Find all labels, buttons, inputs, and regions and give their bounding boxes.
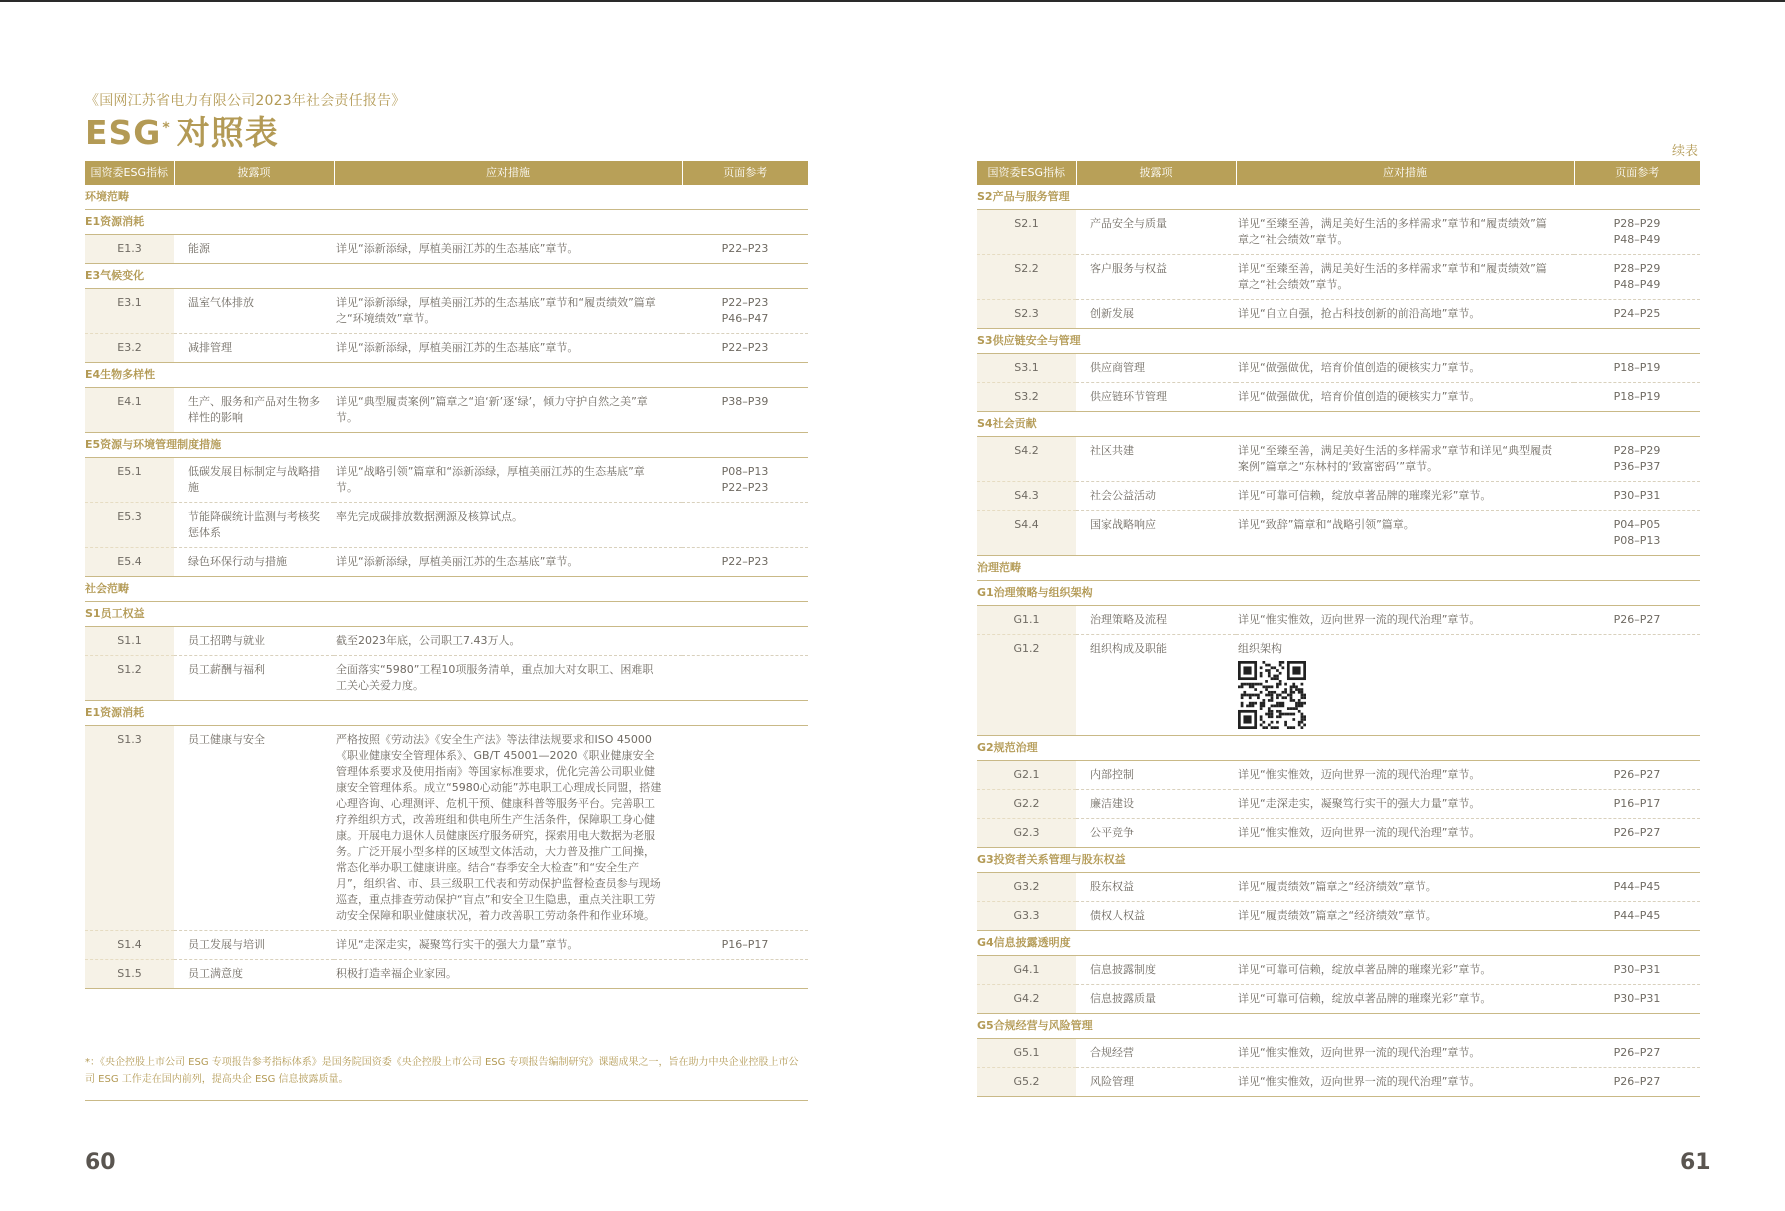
table-row <box>977 437 1700 482</box>
page-ref-cell <box>1574 255 1700 300</box>
page-ref-cell <box>1574 635 1700 736</box>
page-ref-cell <box>682 548 808 577</box>
section-row <box>977 556 1700 581</box>
indicator-code: E4.1 <box>85 388 174 433</box>
page-ref-cell <box>1574 383 1700 412</box>
disclosure-item: 合规经营 <box>1076 1039 1236 1068</box>
page-ref: P16–P17 <box>1613 797 1661 810</box>
page-ref-cell <box>1574 761 1700 790</box>
table-row <box>977 210 1700 255</box>
indicator-code: E5.4 <box>85 548 174 577</box>
measure-text: 详见“惟实惟效，迈向世界一流的现代治理”章节。 <box>1238 1075 1481 1088</box>
measure-cell <box>1236 956 1574 985</box>
page-ref: P28–P29 <box>1613 262 1661 275</box>
section-row <box>977 412 1700 437</box>
indicator-code: G5.2 <box>977 1068 1076 1097</box>
table-row <box>977 511 1700 556</box>
section-title: G3投资者关系管理与股东权益 <box>977 848 1700 873</box>
page-ref: P44–P45 <box>1613 880 1661 893</box>
table-row <box>85 656 808 701</box>
section-row <box>85 210 808 235</box>
measure-cell <box>1236 635 1574 736</box>
page-ref-cell <box>682 627 808 656</box>
section-title: E3气候变化 <box>85 264 808 289</box>
measure-text: 详见“可靠可信赖，绽放卓著品牌的璀璨光彩”章节。 <box>1238 489 1492 502</box>
section-row <box>977 185 1700 210</box>
page-ref: P24–P25 <box>1613 307 1661 320</box>
disclosure-item: 供应链环节管理 <box>1076 383 1236 412</box>
continued-label: 续表 <box>1672 144 1699 159</box>
measure-cell <box>1236 437 1574 482</box>
table-row <box>85 726 808 931</box>
disclosure-item: 员工薪酬与福利 <box>174 656 334 701</box>
measure-cell <box>1236 606 1574 635</box>
measure-text: 详见“做强做优，培育价值创造的硬核实力”章节。 <box>1238 361 1481 374</box>
table-row <box>977 1068 1700 1097</box>
col-header-indicator: 国资委ESG指标 <box>85 161 174 185</box>
page-ref-cell <box>1574 985 1700 1014</box>
measure-text: 详见“至臻至善，满足美好生活的多样需求”章节和“履责绩效”篇章之“社会绩效”章节。 <box>1238 217 1547 246</box>
disclosure-item: 信息披露制度 <box>1076 956 1236 985</box>
page-ref: P26–P27 <box>1613 826 1661 839</box>
disclosure-item: 内部控制 <box>1076 761 1236 790</box>
indicator-code: S1.3 <box>85 726 174 931</box>
page-ref: P30–P31 <box>1613 489 1661 502</box>
table-row <box>85 289 808 334</box>
disclosure-item: 低碳发展目标制定与战略措施 <box>174 458 334 503</box>
indicator-code: S4.4 <box>977 511 1076 556</box>
page-ref-cell <box>1574 482 1700 511</box>
report-subtitle: 《国网江苏省电力有限公司2023年社会责任报告》 <box>85 93 406 109</box>
measure-text: 详见“至臻至善，满足美好生活的多样需求”章节和详见“典型履责案例”篇章之“东林村的‘致富密码’”章节。 <box>1238 444 1553 473</box>
table-row <box>85 548 808 577</box>
measure-cell <box>334 458 682 503</box>
indicator-code: S2.3 <box>977 300 1076 329</box>
page-ref: P48–P49 <box>1613 233 1661 246</box>
disclosure-item: 组织构成及职能 <box>1076 635 1236 736</box>
disclosure-item: 客户服务与权益 <box>1076 255 1236 300</box>
page-ref-cell <box>1574 210 1700 255</box>
disclosure-item: 生产、服务和产品对生物多样性的影响 <box>174 388 334 433</box>
page-ref: P30–P31 <box>1613 963 1661 976</box>
section-row <box>85 363 808 388</box>
section-title: G4信息披露透明度 <box>977 931 1700 956</box>
page-ref-cell <box>682 931 808 960</box>
measure-text: 详见“添新添绿，厚植美丽江苏的生态基底”章节。 <box>336 341 579 354</box>
page-ref-cell <box>1574 437 1700 482</box>
section-title: G2规范治理 <box>977 736 1700 761</box>
measure-cell <box>1236 761 1574 790</box>
measure-cell <box>1236 1068 1574 1097</box>
indicator-code: G4.1 <box>977 956 1076 985</box>
page-ref: P22–P23 <box>721 481 769 494</box>
table-body-left <box>85 185 808 989</box>
measure-text: 详见“典型履责案例”篇章之“追‘新’逐‘绿’，倾力守护自然之美”章节。 <box>336 395 648 424</box>
col-header-page: 页面参考 <box>1574 161 1700 185</box>
page-ref: P22–P23 <box>721 341 769 354</box>
page-ref-cell <box>1574 300 1700 329</box>
section-row <box>977 581 1700 606</box>
table-row <box>977 819 1700 848</box>
disclosure-item: 创新发展 <box>1076 300 1236 329</box>
page-ref-cell <box>682 289 808 334</box>
top-rule <box>0 0 1785 2</box>
table-header <box>977 161 1700 185</box>
section-row <box>85 433 808 458</box>
measure-cell <box>334 503 682 548</box>
table-row <box>85 931 808 960</box>
indicator-code: G2.1 <box>977 761 1076 790</box>
page-ref: P26–P27 <box>1613 613 1661 626</box>
section-row <box>977 329 1700 354</box>
measure-text: 详见“战略引领”篇章和“添新添绿，厚植美丽江苏的生态基底”章节。 <box>336 465 645 494</box>
measure-text: 详见“惟实惟效，迈向世界一流的现代治理”章节。 <box>1238 768 1481 781</box>
page-ref: P18–P19 <box>1613 361 1661 374</box>
measure-cell <box>334 388 682 433</box>
page-ref: P16–P17 <box>721 938 769 951</box>
measure-text: 详见“添新添绿，厚植美丽江苏的生态基底”章节和“履责绩效”篇章之“环境绩效”章节。 <box>336 296 656 325</box>
section-row <box>977 736 1700 761</box>
indicator-code: S4.2 <box>977 437 1076 482</box>
section-title: G1治理策略与组织架构 <box>977 581 1700 606</box>
section-row <box>977 848 1700 873</box>
page-ref: P26–P27 <box>1613 1075 1661 1088</box>
page-ref-cell <box>682 458 808 503</box>
page-ref: P26–P27 <box>1613 1046 1661 1059</box>
measure-text: 详见“惟实惟效，迈向世界一流的现代治理”章节。 <box>1238 613 1481 626</box>
table-row <box>977 300 1700 329</box>
indicator-code: E3.1 <box>85 289 174 334</box>
disclosure-item: 员工满意度 <box>174 960 334 989</box>
table-row <box>977 1039 1700 1068</box>
section-row <box>85 577 808 602</box>
disclosure-item: 债权人权益 <box>1076 902 1236 931</box>
measure-text: 详见“履责绩效”篇章之“经济绩效”章节。 <box>1238 909 1437 922</box>
indicator-code: G3.2 <box>977 873 1076 902</box>
disclosure-item: 供应商管理 <box>1076 354 1236 383</box>
measure-text: 全面落实“5980”工程10项服务清单，重点加大对女职工、困难职工关心关爱力度。 <box>336 663 654 692</box>
indicator-code: E5.1 <box>85 458 174 503</box>
measure-cell <box>334 548 682 577</box>
measure-text: 详见“至臻至善，满足美好生活的多样需求”章节和“履责绩效”篇章之“社会绩效”章节。 <box>1238 262 1547 291</box>
page-ref-cell <box>1574 606 1700 635</box>
table-row <box>977 482 1700 511</box>
col-header-item: 披露项 <box>1076 161 1236 185</box>
page-ref: P28–P29 <box>1613 444 1661 457</box>
section-title: S1员工权益 <box>85 602 808 627</box>
disclosure-item: 绿色环保行动与措施 <box>174 548 334 577</box>
page-title <box>85 107 279 154</box>
footnote-rule <box>85 1100 808 1101</box>
section-row <box>85 602 808 627</box>
page-ref: P04–P05 <box>1613 518 1661 531</box>
disclosure-item: 员工招聘与就业 <box>174 627 334 656</box>
disclosure-item: 廉洁建设 <box>1076 790 1236 819</box>
table-row <box>977 761 1700 790</box>
col-header-measure: 应对措施 <box>1236 161 1574 185</box>
col-header-page: 页面参考 <box>682 161 808 185</box>
measure-cell <box>1236 255 1574 300</box>
disclosure-item: 国家战略响应 <box>1076 511 1236 556</box>
measure-cell <box>334 627 682 656</box>
measure-cell <box>1236 902 1574 931</box>
table-row <box>977 255 1700 300</box>
measure-text: 率先完成碳排放数据溯源及核算试点。 <box>336 510 523 523</box>
indicator-code: S2.1 <box>977 210 1076 255</box>
measure-text: 详见“可靠可信赖，绽放卓著品牌的璀璨光彩”章节。 <box>1238 963 1492 976</box>
page-ref: P22–P23 <box>721 296 769 309</box>
measure-text: 详见“走深走实，凝聚笃行实干的强大力量”章节。 <box>1238 797 1481 810</box>
qr-code-icon <box>1238 661 1306 729</box>
measure-text: 积极打造幸福企业家园。 <box>336 967 457 980</box>
page-ref-cell <box>682 503 808 548</box>
page-ref-cell <box>1574 956 1700 985</box>
qr-label: 组织架构 <box>1238 642 1282 655</box>
measure-text: 详见“走深走实，凝聚笃行实干的强大力量”章节。 <box>336 938 579 951</box>
page-ref-cell <box>1574 790 1700 819</box>
indicator-code: G4.2 <box>977 985 1076 1014</box>
indicator-code: E5.3 <box>85 503 174 548</box>
indicator-code: G2.2 <box>977 790 1076 819</box>
indicator-code: S1.5 <box>85 960 174 989</box>
table-row <box>977 354 1700 383</box>
page-ref: P08–P13 <box>1613 534 1661 547</box>
indicator-code: G1.2 <box>977 635 1076 736</box>
page-ref: P48–P49 <box>1613 278 1661 291</box>
section-title: S4社会贡献 <box>977 412 1700 437</box>
measure-cell <box>1236 210 1574 255</box>
section-title: E1资源消耗 <box>85 701 808 726</box>
measure-cell <box>334 931 682 960</box>
indicator-code: G5.1 <box>977 1039 1076 1068</box>
page-ref-cell <box>682 960 808 989</box>
section-row <box>85 701 808 726</box>
footnote: *：《央企控股上市公司 ESG 专项报告参考指标体系》是国务院国资委《央企控股上市公司 ESG 专项报告编制研究》课题成果之一，旨在助力中央企业控股上市公司 ESG 工作走在国内前列，提高央企 ESG 信息披露质量。 <box>85 1057 799 1085</box>
page-ref: P22–P23 <box>721 555 769 568</box>
page-ref-cell <box>682 726 808 931</box>
disclosure-item: 股东权益 <box>1076 873 1236 902</box>
measure-text: 详见“履责绩效”篇章之“经济绩效”章节。 <box>1238 880 1437 893</box>
table-row <box>85 334 808 363</box>
indicator-code: E3.2 <box>85 334 174 363</box>
page-ref-cell <box>1574 1068 1700 1097</box>
page-ref-cell <box>1574 873 1700 902</box>
table-row <box>977 956 1700 985</box>
measure-text: 截至2023年底，公司职工7.43万人。 <box>336 634 521 647</box>
table-body-right <box>977 185 1700 1097</box>
page-ref: P22–P23 <box>721 242 769 255</box>
page-ref: P38–P39 <box>721 395 769 408</box>
indicator-code: S1.4 <box>85 931 174 960</box>
indicator-code: S1.2 <box>85 656 174 701</box>
indicator-code: G3.3 <box>977 902 1076 931</box>
page-ref-cell <box>682 235 808 264</box>
table-row <box>85 627 808 656</box>
disclosure-item: 风险管理 <box>1076 1068 1236 1097</box>
page-ref: P36–P37 <box>1613 460 1661 473</box>
section-row <box>977 931 1700 956</box>
measure-cell <box>1236 300 1574 329</box>
page-number-left: 60 <box>85 1150 116 1175</box>
disclosure-item: 温室气体排放 <box>174 289 334 334</box>
measure-cell <box>1236 1039 1574 1068</box>
section-title: 环境范畴 <box>85 185 808 210</box>
indicator-code: S3.2 <box>977 383 1076 412</box>
measure-cell <box>334 960 682 989</box>
section-row <box>85 264 808 289</box>
measure-cell <box>1236 482 1574 511</box>
table-row <box>977 873 1700 902</box>
measure-text: 详见“自立自强，抢占科技创新的前沿高地”章节。 <box>1238 307 1481 320</box>
table-row <box>977 985 1700 1014</box>
title-rest: 对照表 <box>176 113 279 152</box>
page-number-right: 61 <box>1680 1150 1711 1175</box>
section-title: S2产品与服务管理 <box>977 185 1700 210</box>
section-title: E1资源消耗 <box>85 210 808 235</box>
disclosure-item: 员工健康与安全 <box>174 726 334 931</box>
measure-text: 详见“添新添绿，厚植美丽江苏的生态基底”章节。 <box>336 242 579 255</box>
page-ref-cell <box>1574 819 1700 848</box>
section-title: E5资源与环境管理制度措施 <box>85 433 808 458</box>
indicator-code: S1.1 <box>85 627 174 656</box>
table-row <box>977 790 1700 819</box>
measure-cell <box>1236 383 1574 412</box>
measure-cell <box>1236 511 1574 556</box>
page-ref: P18–P19 <box>1613 390 1661 403</box>
col-header-indicator: 国资委ESG指标 <box>977 161 1076 185</box>
section-title: 治理范畴 <box>977 556 1700 581</box>
indicator-code: G2.3 <box>977 819 1076 848</box>
disclosure-item: 社区共建 <box>1076 437 1236 482</box>
measure-cell <box>334 726 682 931</box>
measure-text: 详见“致辞”篇章和“战略引领”篇章。 <box>1238 518 1415 531</box>
disclosure-item: 减排管理 <box>174 334 334 363</box>
disclosure-item: 员工发展与培训 <box>174 931 334 960</box>
page-ref-cell <box>682 388 808 433</box>
section-row <box>977 1014 1700 1039</box>
page-ref-cell <box>1574 354 1700 383</box>
page-ref-cell <box>1574 902 1700 931</box>
measure-cell <box>334 334 682 363</box>
page-ref-cell <box>1574 511 1700 556</box>
measure-cell <box>1236 819 1574 848</box>
table-row <box>977 606 1700 635</box>
measure-text: 严格按照《劳动法》《安全生产法》等法律法规要求和ISO 45000《职业健康安全管理体系》、GB/T 45001—2020《职业健康安全管理体系要求及使用指南》等国家标准要求，优化完善公司职业健康安全管理体系。成立“5980心动能”苏电职工心理成长同盟，搭建心理咨询、心理测评、危机干预、健康科普等服务平台。完善职工疗养组织方式，改善班组和供电所生产生活条件，保障职工身心健康。开展电力退休人员健康医疗服务研究，探索用电大数据为老服务。广泛开展小型多样的区域型文体活动，大力普及推广工间操，常态化举办职工健康讲座。结合“春季安全大检查”和“安全生产月”，组织省、市、县三级职工代表和劳动保护监督检查员参与现场巡查，重点排查劳动保护“盲点”和安全卫生隐患，重点关注职工劳动安全保障和职业健康状况，着力改善职工劳动条件和作业环境。 <box>336 733 662 922</box>
page-ref: P28–P29 <box>1613 217 1661 230</box>
disclosure-item: 节能降碳统计监测与考核奖惩体系 <box>174 503 334 548</box>
measure-cell <box>1236 790 1574 819</box>
disclosure-item: 治理策略及流程 <box>1076 606 1236 635</box>
esg-table-right <box>977 161 1700 1097</box>
measure-text: 详见“可靠可信赖，绽放卓著品牌的璀璨光彩”章节。 <box>1238 992 1492 1005</box>
page-ref-cell <box>682 656 808 701</box>
measure-cell <box>334 656 682 701</box>
disclosure-item: 社会公益活动 <box>1076 482 1236 511</box>
page-ref: P08–P13 <box>721 465 769 478</box>
section-title: E4生物多样性 <box>85 363 808 388</box>
esg-table-left <box>85 161 808 989</box>
measure-cell <box>334 235 682 264</box>
measure-cell <box>1236 985 1574 1014</box>
page-ref: P44–P45 <box>1613 909 1661 922</box>
page-ref-cell <box>1574 1039 1700 1068</box>
section-row <box>85 185 808 210</box>
indicator-code: S4.3 <box>977 482 1076 511</box>
col-header-item: 披露项 <box>174 161 334 185</box>
page-ref-cell <box>682 334 808 363</box>
page-ref: P26–P27 <box>1613 768 1661 781</box>
disclosure-item: 产品安全与质量 <box>1076 210 1236 255</box>
measure-text: 详见“惟实惟效，迈向世界一流的现代治理”章节。 <box>1238 826 1481 839</box>
page-ref: P30–P31 <box>1613 992 1661 1005</box>
measure-cell <box>334 289 682 334</box>
measure-text: 详见“惟实惟效，迈向世界一流的现代治理”章节。 <box>1238 1046 1481 1059</box>
col-header-measure: 应对措施 <box>334 161 682 185</box>
section-title: S3供应链安全与管理 <box>977 329 1700 354</box>
indicator-code: S2.2 <box>977 255 1076 300</box>
indicator-code: E1.3 <box>85 235 174 264</box>
disclosure-item: 信息披露质量 <box>1076 985 1236 1014</box>
table-row <box>977 902 1700 931</box>
table-row <box>85 960 808 989</box>
indicator-code: S3.1 <box>977 354 1076 383</box>
table-row <box>85 503 808 548</box>
indicator-code: G1.1 <box>977 606 1076 635</box>
measure-text: 详见“添新添绿，厚植美丽江苏的生态基底”章节。 <box>336 555 579 568</box>
table-row <box>85 235 808 264</box>
measure-cell <box>1236 354 1574 383</box>
section-title: G5合规经营与风险管理 <box>977 1014 1700 1039</box>
table-row <box>977 635 1700 736</box>
page-ref: P46–P47 <box>721 312 769 325</box>
measure-cell <box>1236 873 1574 902</box>
table-header <box>85 161 808 185</box>
measure-text: 详见“做强做优，培育价值创造的硬核实力”章节。 <box>1238 390 1481 403</box>
table-row <box>85 388 808 433</box>
title-asterisk: * <box>162 120 171 136</box>
section-title: 社会范畴 <box>85 577 808 602</box>
disclosure-item: 公平竞争 <box>1076 819 1236 848</box>
table-row <box>85 458 808 503</box>
title-esg: ESG <box>85 113 162 152</box>
disclosure-item: 能源 <box>174 235 334 264</box>
table-row <box>977 383 1700 412</box>
